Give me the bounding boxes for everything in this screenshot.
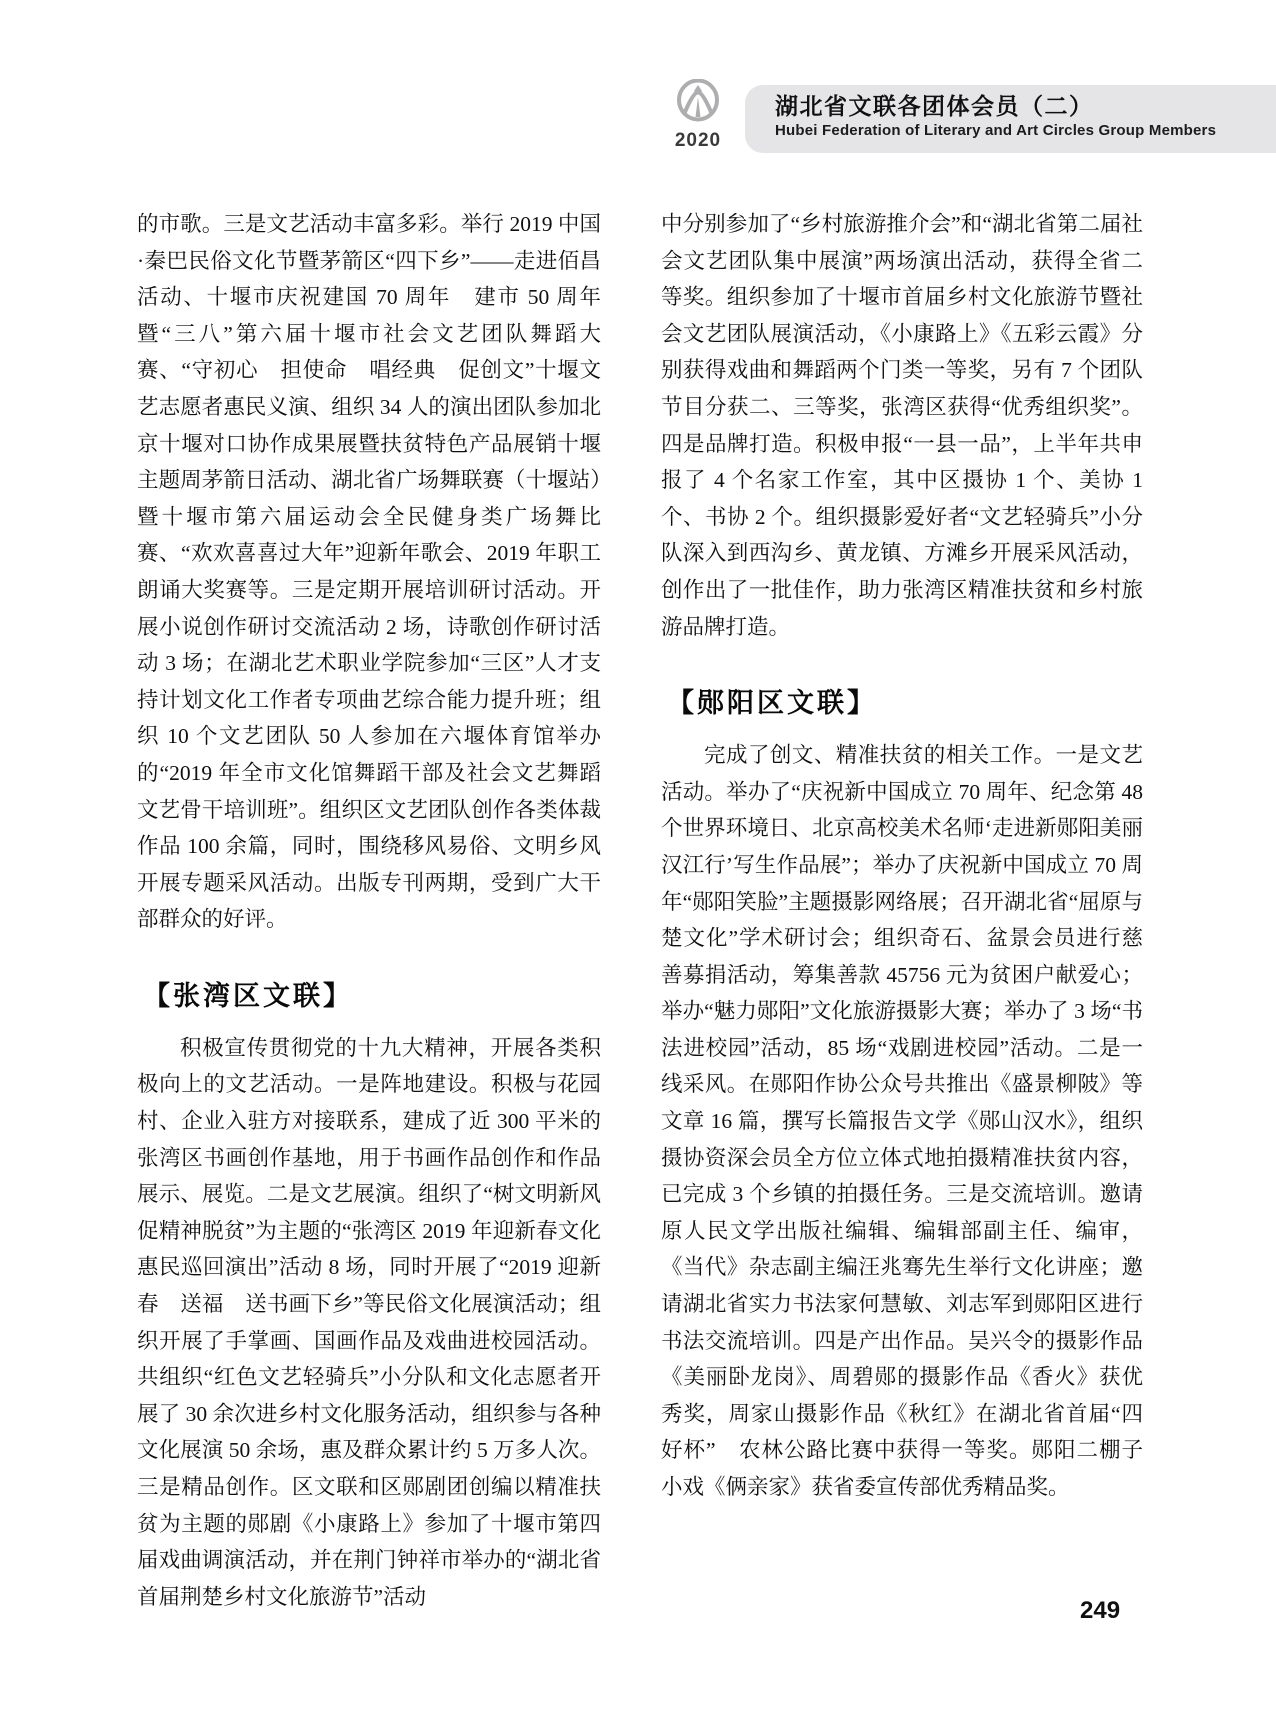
- federation-logo-icon: [676, 79, 720, 125]
- left-column: [137, 206, 623, 1615]
- page-number: 249: [1080, 1597, 1121, 1624]
- section-heading-zhangwan: 【张湾区文联】: [143, 980, 353, 1011]
- right-column: [661, 206, 1143, 1506]
- paragraph: 完成了创文、精准扶贫的相关工作。一是文艺活动。举办了“庆祝新中国成立 70 周年、纪念第 48 个世界环境日、北京高校美术名师‘走进新郧阳美丽汉江行’写生作品展”；举办了庆祝新中国成立 70 周年“郧阳笑脸”主题摄影网络展；召开湖北省“屈原与楚文化”学术研讨会；组织奇石、盆景会员进行慈善募捐活动，筹集善款 45756 元为贫困户献爱心；举办“魅力郧阳”文化旅游摄影大赛；举办了 3 场“书法进校园”活动，85 场“戏剧进校园”活动。二是一线采风。在郧阳作协公众号共推出《盛景柳陂》等文章 16 篇，撰写长篇报告文学《郧山汉水》，组织摄协资深会员全方位立体式地拍摄精准扶贫内容，已完成 3 个乡镇的拍摄任务。三是交流培训。邀请原人民文学出版社编辑、编辑部副主任、编审，《当代》杂志副主编汪兆骞先生举行文化讲座；邀请湖北省实力书法家何慧敏、刘志军到郧阳区进行书法交流培训。四是产出作品。吴兴令的摄影作品《美丽卧龙岗》、周碧郧的摄影作品《香火》获优秀奖，周家山摄影作品《秋红》在湖北省首届“四好杯” 农林公路比赛中获得一等奖。郧阳二棚子小戏《俩亲家》获省委宣传部优秀精品奖。: [661, 743, 1143, 1499]
- paragraph-continued: 的市歌。三是文艺活动丰富多彩。举行 2019 中国·秦巴民俗文化节暨茅箭区“四下乡”——走进佰昌活动、十堰市庆祝建国 70 周年 建市 50 周年暨“三八”第六届十堰市社会文艺团队舞蹈大赛、“守初心 担使命 唱经典 促创文”十堰文艺志愿者惠民义演、组织 34 人的演出团队参加北京十堰对口协作成果展暨扶贫特色产品展销十堰主题周茅箭日活动、湖北省广场舞联赛（十堰站）暨十堰市第六届运动会全民健身类广场舞比赛、“欢欢喜喜过大年”迎新年歌会、2019 年职工朗诵大奖赛等。三是定期开展培训研讨活动。开展小说创作研讨交流活动 2 场，诗歌创作研讨活动 3 场；在湖北艺术职业学院参加“三区”人才支持计划文化工作者专项曲艺综合能力提升班；组织 10 个文艺团队 50 人参加在六堰体育馆举办的“2019 年全市文化馆舞蹈干部及社会文艺舞蹈文艺骨干培训班”。组织区文艺团队创作各类体裁作品 100 余篇，同时，围绕移风易俗、文明乡风开展专题采风活动。出版专刊两期，受到广大干部群众的好评。: [137, 212, 601, 932]
- logo-year: 2020: [674, 130, 722, 151]
- section-heading-yunyang: 【郧阳区文联】: [667, 688, 877, 719]
- header-banner: [745, 85, 1276, 153]
- page-title: 湖北省文联各团体会员（二）: [775, 93, 1094, 119]
- paragraph-continued: 中分别参加了“乡村旅游推介会”和“湖北省第二届社会文艺团队集中展演”两场演出活动，获得全省二等奖。组织参加了十堰市首届乡村文化旅游节暨社会文艺团队展演活动，《小康路上》《五彩云霞》分别获得戏曲和舞蹈两个门类一等奖，另有 7 个团队节目分获二、三等奖，张湾区获得“优秀组织奖”。四是品牌打造。积极申报“一县一品”，上半年共申报了 4 个名家工作室，其中区摄协 1 个、美协 1 个、书协 2 个。组织摄影爱好者“文艺轻骑兵”小分队深入到西沟乡、黄龙镇、方滩乡开展采风活动，创作出了一批佳作，助力张湾区精准扶贫和乡村旅游品牌打造。: [661, 212, 1143, 639]
- paragraph: 积极宣传贯彻党的十九大精神，开展各类积极向上的文艺活动。一是阵地建设。积极与花园村、企业入驻方对接联系，建成了近 300 平米的张湾区书画创作基地，用于书画作品创作和作品展示、展览。二是文艺展演。组织了“树文明新风 促精神脱贫”为主题的“张湾区 2019 年迎新春文化惠民巡回演出”活动 8 场，同时开展了“2019 迎新春 送福 送书画下乡”等民俗文化展演活动；组织开展了手掌画、国画作品及戏曲进校园活动。共组织“红色文艺轻骑兵”小分队和文化志愿者开展了 30 余次进乡村文化服务活动，组织参与各种文化展演 50 余场，惠及群众累计约 5 万多人次。三是精品创作。区文联和区郧剧团创编以精准扶贫为主题的郧剧《小康路上》参加了十堰市第四届戏曲调演活动，并在荆门钟祥市举办的“湖北省首届荆楚乡村文化旅游节”活动: [137, 1035, 623, 1609]
- federation-logo: [674, 79, 722, 152]
- page-subtitle: Hubei Federation of Literary and Art Circles Group Members: [775, 122, 1217, 139]
